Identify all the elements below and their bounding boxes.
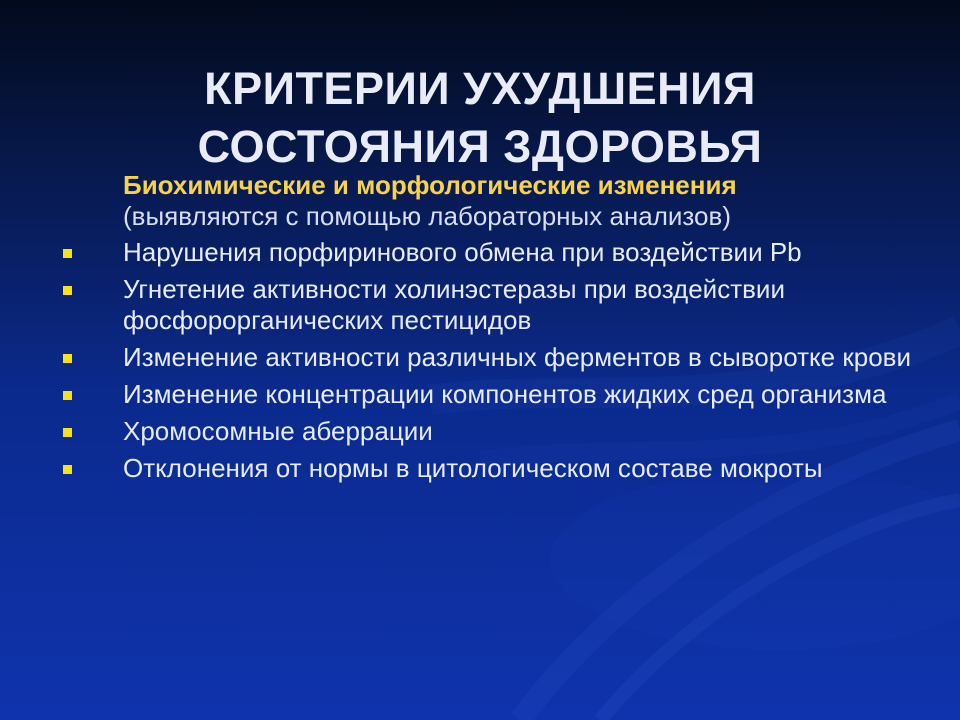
slide-title-line-1: КРИТЕРИИ УХУДШЕНИЯ [204,63,756,115]
square-bullet-icon [63,249,72,258]
slide-title [130,60,830,176]
square-bullet-icon [63,354,72,363]
bullet-item [60,342,920,373]
bullet-item [60,274,920,336]
bullet-text: Изменение активности различных ферментов в сыворотке крови [123,342,911,372]
square-bullet-icon [63,465,72,474]
subheading-title: Биохимические и морфологические изменения [123,170,737,200]
subheading-note: (выявляются с помощью лабораторных анализов) [123,201,731,231]
bullet-item [60,237,920,268]
bullet-list [60,237,920,484]
subheading [60,170,920,232]
square-bullet-icon [63,286,72,295]
bullet-text: Нарушения порфиринового обмена при воздействии Pb [123,237,802,267]
bullet-text: Отклонения от нормы в цитологическом составе мокроты [123,453,823,483]
bullet-item [60,416,920,447]
bullet-text: Угнетение активности холинэстеразы при воздействии фосфорорганических пестицидов [123,274,785,335]
bullet-item [60,379,920,410]
bullet-text: Хромосомные аберрации [123,416,433,446]
bullet-item [60,453,920,484]
bullet-text: Изменение концентрации компонентов жидких сред организма [123,379,887,409]
slide-title-line-2: СОСТОЯНИЯ ЗДОРОВЬЯ [197,121,763,173]
slide-content [60,170,920,490]
square-bullet-icon [63,391,72,400]
square-bullet-icon [63,428,72,437]
